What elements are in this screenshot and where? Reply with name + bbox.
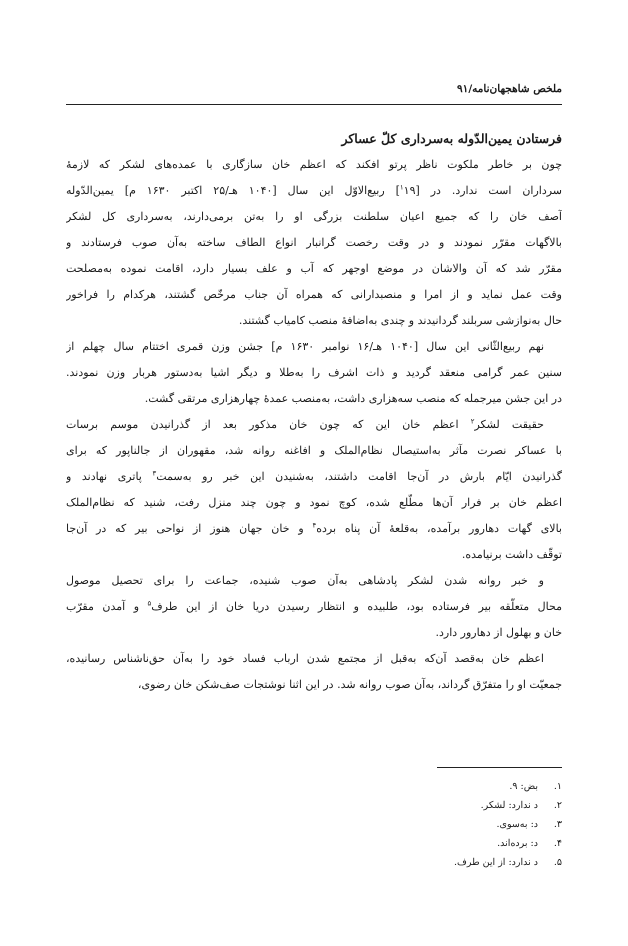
line-text: مقرّر شد که آن والاشان در موضع اوجهر که آب و علف بسیار دارد، اقامت نموده به‌مصلحت	[66, 262, 562, 275]
line-text: ۱۹] ربیع‌الاوّل این سال [۱۰۴۰ هـ/۲۵ اکتبر ۱۶۳۰ م] یمین‌الدّوله	[66, 184, 416, 197]
line-text: و آمدن مقرّب	[66, 600, 148, 613]
text-line	[66, 464, 562, 490]
line-text: نهم ربیع‌الثّانی این سال [۱۰۴۰ هـ/۱۶ نوامبر ۱۶۳۰ م] جشن وزن قمری اختتام سال چهلم از	[66, 340, 545, 353]
footnote-number: ۱.	[553, 781, 562, 792]
footnote-number: ۵.	[553, 857, 562, 868]
text-line	[66, 334, 562, 360]
line-text: بالای گهات دهارور برآمده، به‌قلعهٔ آن پناه برده	[316, 522, 562, 535]
text-line	[66, 360, 562, 386]
line-text: اعظم خان به‌قصد آن‌که به‌قبل از مجتمع شدن ارباب فساد خود را به‌آن حق‌ناشناس رسانیده،	[66, 652, 544, 665]
text-line	[66, 672, 562, 698]
footnote-number: ۳.	[553, 819, 562, 830]
text-line	[66, 178, 562, 204]
footnote-marker: ۳	[152, 469, 157, 478]
footnote-text: د ندارد: از این طرف.	[453, 857, 538, 868]
footnote	[66, 777, 562, 796]
line-text: حال به‌نوازشی سربلند گردانیدند و چندی به‌اضافهٔ منصب کامیاب گشتند.	[238, 314, 562, 327]
line-text: چون بر خاطر ملکوت ناظر پرتو افکند که اعظم خان سازگاری با عمده‌های لشکر که لازمهٔ	[66, 158, 562, 171]
text-line	[66, 620, 562, 646]
footnote-marker: ۲	[470, 417, 475, 426]
header-rule	[66, 104, 562, 105]
paragraph	[66, 412, 562, 568]
footnote	[66, 834, 562, 853]
text-line	[66, 152, 562, 178]
line-text: جمعیّت او را متفرّق گرداند، به‌آن صوب روانه شد. در این اثنا نوشتجات صف‌شکن خان رضوی،	[137, 678, 562, 691]
text-line	[66, 204, 562, 230]
text-line	[66, 308, 562, 334]
line-text: پاتری نهادند و	[66, 470, 153, 483]
line-text: وقت عمل نماید و از امرا و منصبدارانی که همراه آن جناب مرخّص گشتند، هرکدام را فراخور	[66, 288, 562, 301]
line-text: سرداران است ندارد. در [	[415, 184, 562, 197]
text-line	[66, 438, 562, 464]
paragraph	[66, 152, 562, 334]
footnote-text: د: برده‌اند.	[497, 838, 538, 849]
text-line	[66, 542, 562, 568]
paragraph	[66, 334, 562, 412]
line-text: خان و بهلول از دهارور دارد.	[435, 626, 562, 639]
text-line	[66, 594, 562, 620]
footnote-rule	[437, 767, 562, 768]
body-text	[66, 126, 562, 698]
footnote-text: بض: ۹.	[509, 781, 538, 792]
text-line	[66, 256, 562, 282]
paragraph	[66, 646, 562, 698]
section-title: فرستادن یمین‌الدّوله به‌سرداری کلّ عساکر	[341, 131, 562, 146]
footnote-text: د ندارد: لشکر.	[480, 800, 538, 811]
text-line	[66, 516, 562, 542]
running-head: ملخص شاهجهان‌نامه/۹۱	[457, 83, 562, 95]
text-line	[66, 568, 562, 594]
footnote	[66, 853, 562, 872]
footnote-number: ۲.	[553, 800, 562, 811]
line-text: اعظم خان بر فرار آن‌ها مطّلع شده، کوچ نمود و چون چند منزل رفت، شنید که نظام‌الملک	[66, 496, 562, 509]
line-text: در این جشن میرجمله که منصب سه‌هزاری داشت، به‌منصب عمدهٔ چهارهزاری مرتقی گشت.	[144, 392, 562, 405]
line-text: گذرانیدن ایّام بارش در آن‌جا اقامت داشتند، به‌شنیدن این خبر رو به‌سمت	[156, 470, 562, 483]
line-text: بالاگهات مقرّر نمودند و در وقت رخصت گرانبار انواع الطاف ساخته به‌آن صوب فرستادند و	[66, 236, 562, 249]
paragraph	[66, 568, 562, 646]
footnote-text: د: به‌سوی.	[496, 819, 538, 830]
line-text: با عساکر نصرت مآثر به‌استیصال نظام‌الملک و افاغنه روانه شد، مقهوران از جالناپور که برای	[66, 444, 562, 457]
footnote	[66, 796, 562, 815]
line-text: و خان جهان هنوز از نواحی بیر که در آن‌جا	[66, 522, 313, 535]
line-text: اعظم خان این که چون خان مذکور بعد از گذرانیدن موسم برسات	[66, 418, 471, 431]
footnote-number: ۴.	[553, 838, 562, 849]
footnote-marker: ۵	[147, 599, 152, 608]
line-text: سنین عمر گرامی منعقد گردید و ذات اشرف را به‌طلا و دیگر اشیا به‌دستور هربار وزن نمودند.	[66, 366, 562, 379]
footnotes	[66, 777, 562, 872]
text-line	[66, 386, 562, 412]
line-text: آصف خان را که جمیع اعیان سلطنت بزرگی او را به‌تن برمی‌دارند، به‌سرداری کل لشکر	[66, 210, 562, 223]
line-text: حقیقت لشکر	[474, 418, 544, 431]
text-line	[66, 490, 562, 516]
footnote-marker: ۴	[312, 521, 317, 530]
line-text: و خبر روانه شدن لشکر پادشاهی به‌آن صوب شنیده، جماعت را برای تحصیل موصول	[66, 574, 544, 587]
paragraphs	[66, 152, 562, 698]
footnote-marker: ۱	[399, 183, 404, 192]
line-text: محال متعلّقه بیر فرستاده بود، طلبیده و انتظار رسیدن دریا خان از این طرف	[151, 600, 562, 613]
line-text: توقّف داشت برنیامده.	[461, 548, 562, 561]
text-line	[66, 282, 562, 308]
text-line	[66, 230, 562, 256]
text-line	[66, 412, 562, 438]
text-line	[66, 646, 562, 672]
footnote	[66, 815, 562, 834]
